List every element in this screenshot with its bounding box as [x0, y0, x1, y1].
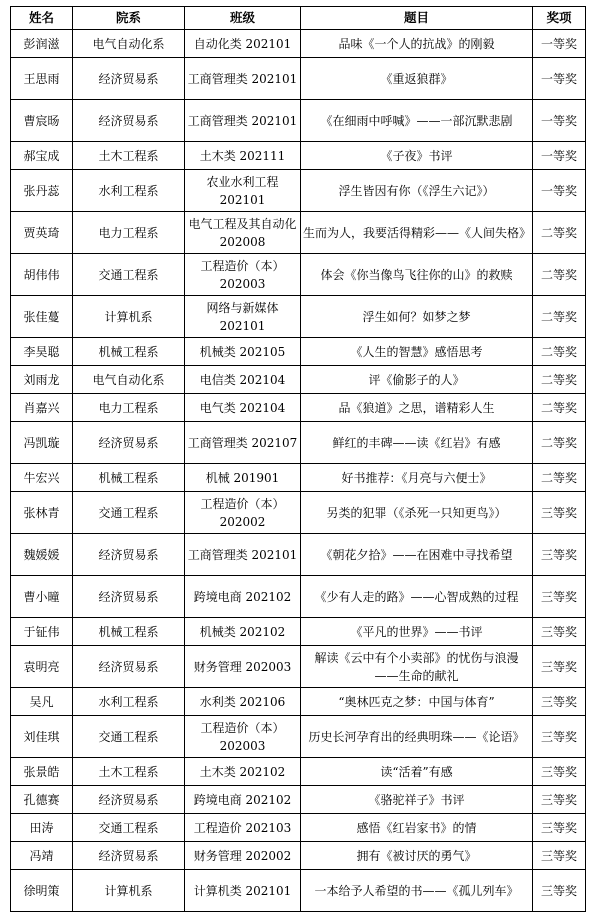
- cell-award: 三等奖: [533, 786, 586, 814]
- cell-name: 孔德赛: [11, 786, 73, 814]
- table-row: [11, 814, 586, 842]
- cell-award: 二等奖: [533, 296, 586, 338]
- cell-name: 张佳蔓: [11, 296, 73, 338]
- cell-award: 三等奖: [533, 618, 586, 646]
- table-row: [11, 534, 586, 576]
- cell-title: 拥有《被讨厌的勇气》: [301, 842, 533, 870]
- cell-award: 三等奖: [533, 758, 586, 786]
- cell-name: 郝宝成: [11, 142, 73, 170]
- table-row: [11, 422, 586, 464]
- cell-award: 二等奖: [533, 422, 586, 464]
- cell-class: 电信类 202104: [185, 366, 301, 394]
- cell-name: 冯凯璇: [11, 422, 73, 464]
- cell-department: 机械工程系: [73, 338, 185, 366]
- cell-title: 感悟《红岩家书》的情: [301, 814, 533, 842]
- table-row: [11, 100, 586, 142]
- cell-award: 二等奖: [533, 212, 586, 254]
- header-department: 院系: [73, 7, 185, 30]
- cell-department: 土木工程系: [73, 758, 185, 786]
- cell-department: 交通工程系: [73, 814, 185, 842]
- cell-department: 经济贸易系: [73, 576, 185, 618]
- cell-award: 二等奖: [533, 338, 586, 366]
- cell-award: 三等奖: [533, 842, 586, 870]
- cell-class: 财务管理 202003: [185, 646, 301, 688]
- cell-department: 交通工程系: [73, 716, 185, 758]
- cell-name: 贾英琦: [11, 212, 73, 254]
- table-row: [11, 618, 586, 646]
- cell-department: 经济贸易系: [73, 786, 185, 814]
- cell-name: 王思雨: [11, 58, 73, 100]
- cell-title: “奥林匹克之梦：中国与体育”: [301, 688, 533, 716]
- cell-award: 三等奖: [533, 534, 586, 576]
- cell-name: 袁明亮: [11, 646, 73, 688]
- table-row: [11, 366, 586, 394]
- cell-class: 水利类 202106: [185, 688, 301, 716]
- cell-title: 评《偷影子的人》: [301, 366, 533, 394]
- cell-class: 计算机类 202101: [185, 870, 301, 912]
- cell-title: 读“活着”有感: [301, 758, 533, 786]
- cell-class: 机械 201901: [185, 464, 301, 492]
- cell-class: 电气工程及其自动化 202008: [185, 212, 301, 254]
- cell-department: 经济贸易系: [73, 842, 185, 870]
- cell-award: 一等奖: [533, 30, 586, 58]
- table-row: [11, 142, 586, 170]
- header-class: 班级: [185, 7, 301, 30]
- table-row: [11, 338, 586, 366]
- cell-name: 魏媛媛: [11, 534, 73, 576]
- table-row: [11, 688, 586, 716]
- cell-class: 工商管理类 202101: [185, 58, 301, 100]
- cell-award: 三等奖: [533, 716, 586, 758]
- table-body: [11, 30, 586, 912]
- table-row: [11, 716, 586, 758]
- cell-title: 《人生的智慧》感悟思考: [301, 338, 533, 366]
- header-name: 姓名: [11, 7, 73, 30]
- cell-award: 三等奖: [533, 870, 586, 912]
- cell-class: 工程造价（本）202003: [185, 716, 301, 758]
- cell-award: 三等奖: [533, 688, 586, 716]
- cell-department: 计算机系: [73, 870, 185, 912]
- cell-award: 二等奖: [533, 464, 586, 492]
- cell-class: 跨境电商 202102: [185, 786, 301, 814]
- cell-name: 肖嘉兴: [11, 394, 73, 422]
- cell-department: 经济贸易系: [73, 534, 185, 576]
- cell-name: 徐明策: [11, 870, 73, 912]
- cell-award: 一等奖: [533, 100, 586, 142]
- cell-class: 工商管理类 202101: [185, 534, 301, 576]
- award-table: [10, 6, 586, 912]
- table-row: [11, 170, 586, 212]
- cell-name: 曹小曈: [11, 576, 73, 618]
- cell-department: 电气自动化系: [73, 366, 185, 394]
- cell-name: 曹宸旸: [11, 100, 73, 142]
- cell-department: 电气自动化系: [73, 30, 185, 58]
- cell-name: 于钲伟: [11, 618, 73, 646]
- cell-department: 机械工程系: [73, 464, 185, 492]
- cell-award: 一等奖: [533, 58, 586, 100]
- cell-class: 工程造价 202103: [185, 814, 301, 842]
- cell-award: 二等奖: [533, 394, 586, 422]
- cell-department: 经济贸易系: [73, 100, 185, 142]
- table-row: [11, 58, 586, 100]
- cell-award: 二等奖: [533, 254, 586, 296]
- cell-title: 好书推荐：《月亮与六便士》: [301, 464, 533, 492]
- cell-class: 自动化类 202101: [185, 30, 301, 58]
- cell-class: 工商管理类 202101: [185, 100, 301, 142]
- table-row: [11, 842, 586, 870]
- cell-award: 三等奖: [533, 814, 586, 842]
- cell-class: 电气类 202104: [185, 394, 301, 422]
- cell-department: 土木工程系: [73, 142, 185, 170]
- cell-award: 一等奖: [533, 170, 586, 212]
- table-row: [11, 296, 586, 338]
- table-row: [11, 212, 586, 254]
- cell-award: 三等奖: [533, 646, 586, 688]
- table-row: [11, 30, 586, 58]
- cell-department: 交通工程系: [73, 492, 185, 534]
- cell-class: 土木类 202111: [185, 142, 301, 170]
- cell-title: 《平凡的世界》——书评: [301, 618, 533, 646]
- cell-department: 电力工程系: [73, 212, 185, 254]
- cell-award: 二等奖: [533, 366, 586, 394]
- cell-title: 《子夜》书评: [301, 142, 533, 170]
- cell-name: 牛宏兴: [11, 464, 73, 492]
- cell-department: 电力工程系: [73, 394, 185, 422]
- cell-class: 农业水利工程 202101: [185, 170, 301, 212]
- header-award: 奖项: [533, 7, 586, 30]
- cell-title: 历史长河孕育出的经典明珠——《论语》: [301, 716, 533, 758]
- cell-award: 三等奖: [533, 492, 586, 534]
- table-row: [11, 870, 586, 912]
- table-row: [11, 758, 586, 786]
- cell-class: 跨境电商 202102: [185, 576, 301, 618]
- cell-name: 彭润滋: [11, 30, 73, 58]
- cell-title: 《朝花夕拾》——在困难中寻找希望: [301, 534, 533, 576]
- cell-name: 田涛: [11, 814, 73, 842]
- award-list-document: [10, 6, 585, 912]
- cell-title: 体会《你当像鸟飞往你的山》的救赎: [301, 254, 533, 296]
- cell-name: 张景皓: [11, 758, 73, 786]
- table-row: [11, 464, 586, 492]
- cell-title: 浮生如何？如梦之梦: [301, 296, 533, 338]
- cell-name: 张丹蕊: [11, 170, 73, 212]
- cell-class: 机械类 202102: [185, 618, 301, 646]
- cell-title: 浮生皆因有你（《浮生六记》）: [301, 170, 533, 212]
- cell-department: 经济贸易系: [73, 422, 185, 464]
- cell-award: 一等奖: [533, 142, 586, 170]
- cell-name: 刘佳琪: [11, 716, 73, 758]
- cell-class: 机械类 202105: [185, 338, 301, 366]
- cell-class: 工程造价（本）202003: [185, 254, 301, 296]
- cell-class: 网络与新媒体 202101: [185, 296, 301, 338]
- cell-title: 《骆驼祥子》书评: [301, 786, 533, 814]
- cell-department: 经济贸易系: [73, 646, 185, 688]
- cell-department: 水利工程系: [73, 688, 185, 716]
- table-header-row: [11, 7, 586, 30]
- header-title: 题目: [301, 7, 533, 30]
- table-row: [11, 492, 586, 534]
- cell-name: 刘雨龙: [11, 366, 73, 394]
- cell-department: 交通工程系: [73, 254, 185, 296]
- table-row: [11, 254, 586, 296]
- cell-class: 工程造价（本）202002: [185, 492, 301, 534]
- cell-name: 吴凡: [11, 688, 73, 716]
- cell-title: 《重返狼群》: [301, 58, 533, 100]
- cell-title: 《少有人走的路》——心智成熟的过程: [301, 576, 533, 618]
- cell-title: 品味《一个人的抗战》的刚毅: [301, 30, 533, 58]
- cell-title: 生而为人，我要活得精彩——《人间失格》: [301, 212, 533, 254]
- table-row: [11, 576, 586, 618]
- cell-name: 李昊聪: [11, 338, 73, 366]
- table-row: [11, 646, 586, 688]
- cell-title: 解读《云中有个小卖部》的忧伤与浪漫——生命的献礼: [301, 646, 533, 688]
- cell-department: 水利工程系: [73, 170, 185, 212]
- cell-class: 财务管理 202002: [185, 842, 301, 870]
- cell-award: 三等奖: [533, 576, 586, 618]
- cell-title: 品《狼道》之思，谱精彩人生: [301, 394, 533, 422]
- cell-department: 计算机系: [73, 296, 185, 338]
- table-row: [11, 786, 586, 814]
- cell-name: 胡伟伟: [11, 254, 73, 296]
- table-row: [11, 394, 586, 422]
- cell-name: 冯靖: [11, 842, 73, 870]
- cell-department: 经济贸易系: [73, 58, 185, 100]
- cell-name: 张林青: [11, 492, 73, 534]
- cell-title: 《在细雨中呼喊》——一部沉默悲剧: [301, 100, 533, 142]
- cell-title: 鲜红的丰碑——读《红岩》有感: [301, 422, 533, 464]
- cell-title: 一本给予人希望的书——《孤儿列车》: [301, 870, 533, 912]
- cell-class: 工商管理类 202107: [185, 422, 301, 464]
- cell-title: 另类的犯罪（《杀死一只知更鸟》）: [301, 492, 533, 534]
- cell-department: 机械工程系: [73, 618, 185, 646]
- cell-class: 土木类 202102: [185, 758, 301, 786]
